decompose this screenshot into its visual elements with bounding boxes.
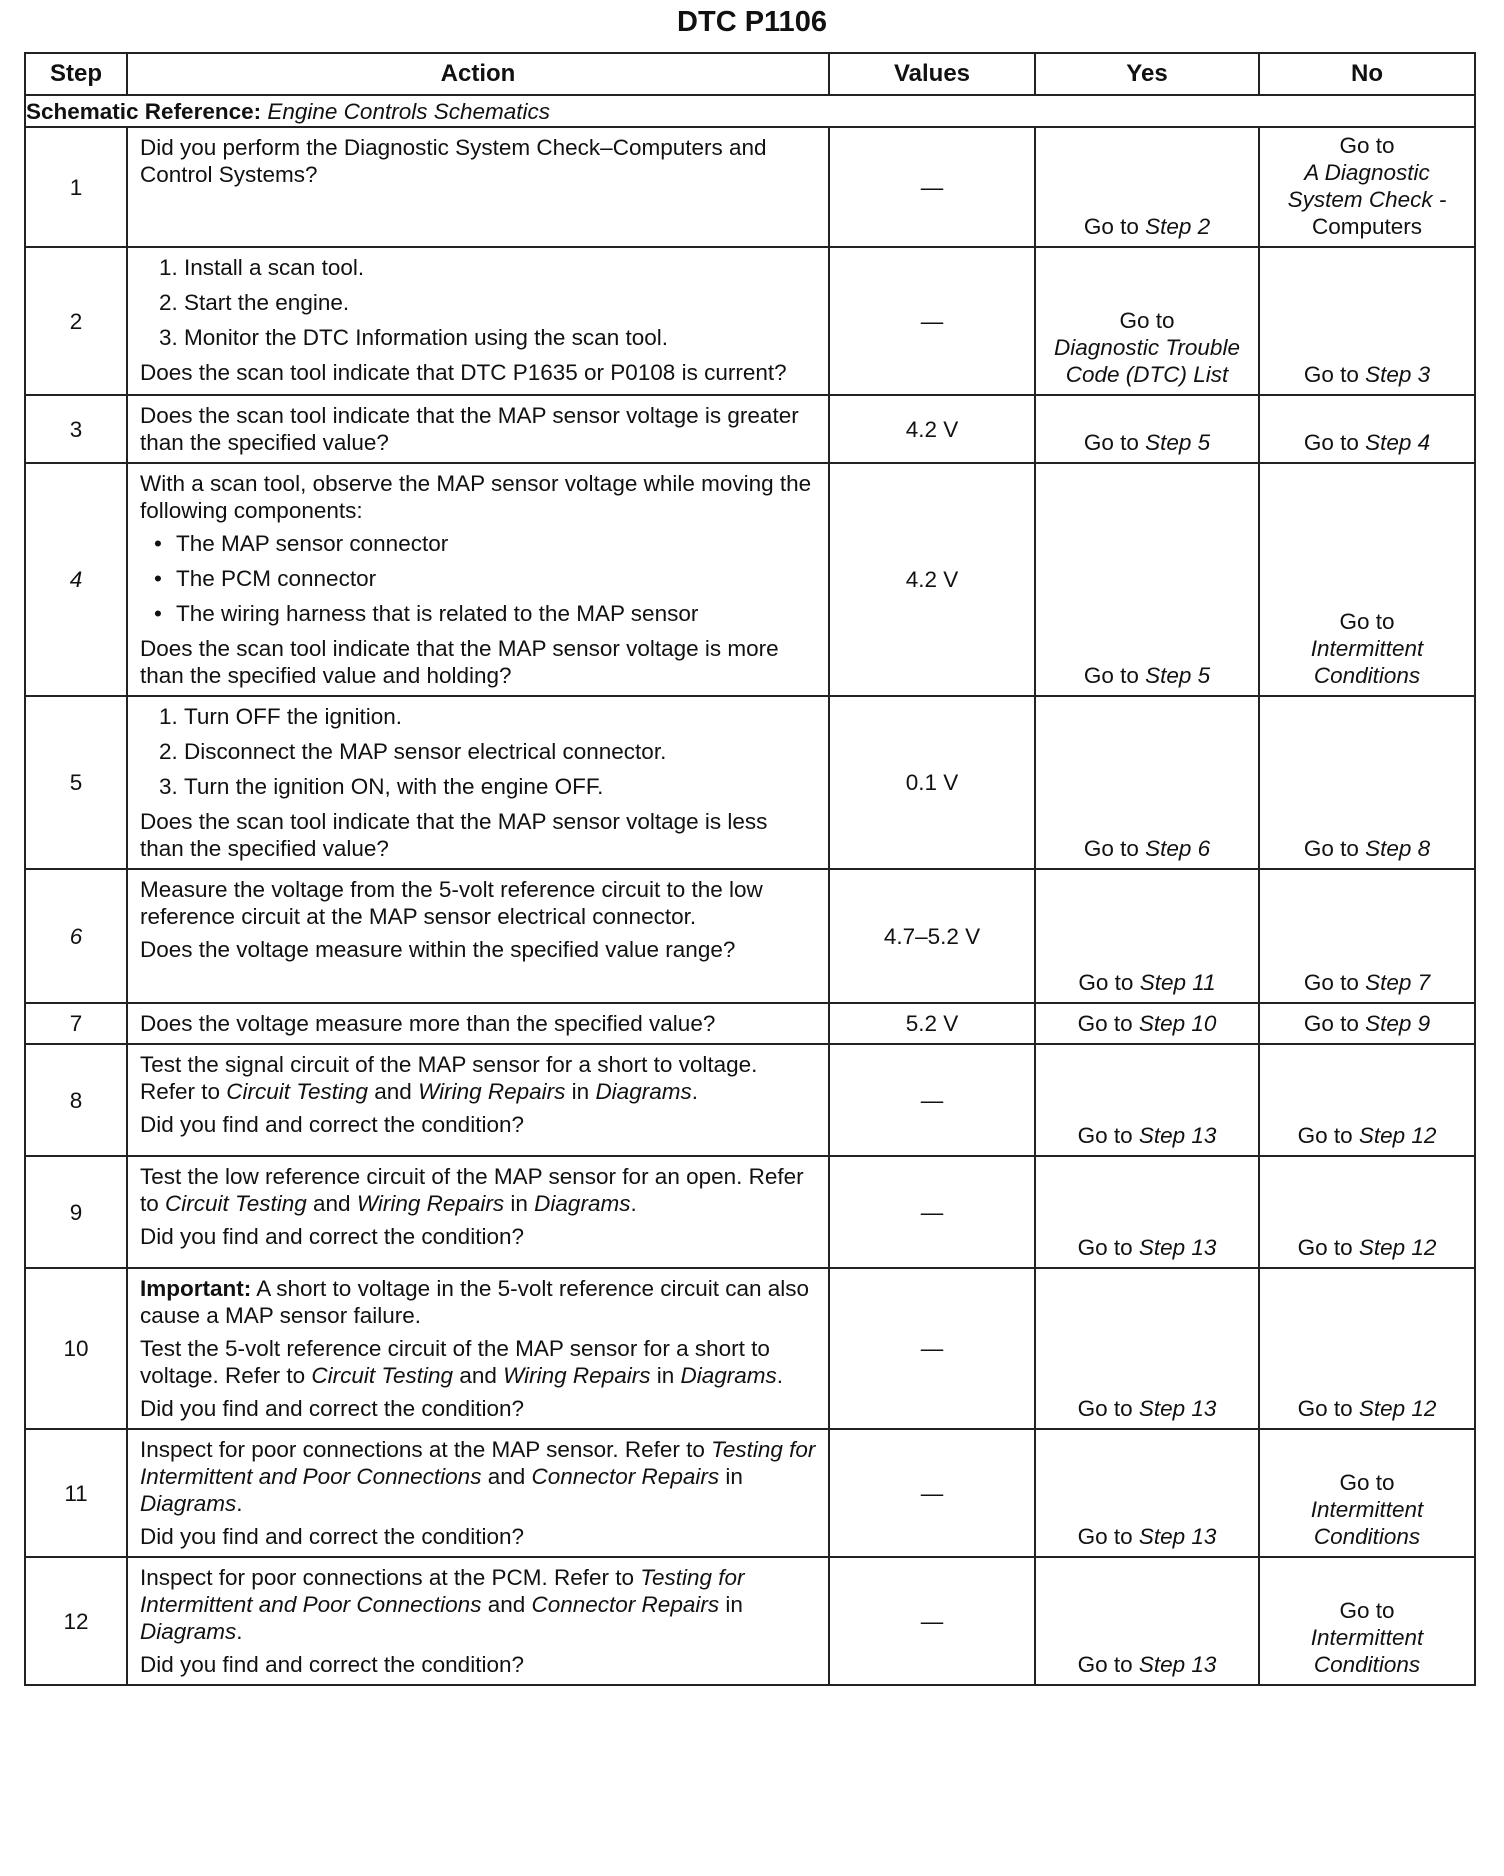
- action-cell: [127, 247, 829, 395]
- step-number: 1: [25, 127, 127, 247]
- value-cell: 5.2 V: [829, 1003, 1035, 1044]
- cell-no: [1259, 395, 1475, 463]
- action-cell: [127, 1156, 829, 1268]
- action-step-item: 1. Turn OFF the ignition.: [184, 703, 816, 730]
- step-number: 8: [25, 1044, 127, 1156]
- cell-no: [1259, 1003, 1475, 1044]
- ref-text: and: [453, 1363, 504, 1388]
- action-text: Did you find and correct the condition?: [140, 1112, 524, 1137]
- ref-text: .: [776, 1363, 784, 1388]
- no-target: Step 3: [1365, 362, 1431, 387]
- goto-text: Go to: [1083, 214, 1139, 239]
- ref-text: Inspect for poor connections at the MAP sensor. Refer to: [140, 1437, 712, 1462]
- no-target: Intermittent Conditions: [1310, 1497, 1424, 1549]
- component-item: • The wiring harness that is related to the MAP sensor: [176, 600, 816, 627]
- goto-text: Go to: [1083, 430, 1139, 455]
- cell-yes: [1035, 1003, 1259, 1044]
- yes-target: Step 11: [1139, 970, 1216, 995]
- value-cell: —: [829, 1429, 1035, 1557]
- action-cell: [127, 696, 829, 869]
- step-number: 6: [25, 869, 127, 1003]
- ref-link: Diagrams: [534, 1191, 631, 1216]
- value-cell: 4.7–5.2 V: [829, 869, 1035, 1003]
- value-cell: 4.2 V: [829, 395, 1035, 463]
- goto-text: Go to: [1303, 362, 1359, 387]
- ref-link: Wiring Repairs: [356, 1191, 505, 1216]
- header-action: Action: [127, 53, 829, 95]
- goto-text: Go to: [1339, 133, 1395, 158]
- header-no: No: [1259, 53, 1475, 95]
- step-number: 3: [25, 395, 127, 463]
- reference-text: [140, 1564, 816, 1645]
- no-answer: [1266, 361, 1468, 388]
- cell-yes: [1035, 463, 1259, 696]
- cell-yes: [1035, 1557, 1259, 1685]
- step-row: [25, 463, 1475, 696]
- ref-link: Diagrams: [680, 1363, 777, 1388]
- yes-answer: [1042, 1010, 1252, 1037]
- ref-link: Diagrams: [140, 1491, 237, 1516]
- schematic-label: Schematic Reference:: [26, 98, 262, 124]
- cell-yes: [1035, 1429, 1259, 1557]
- ref-link: Diagrams: [595, 1079, 692, 1104]
- step-row: [25, 869, 1475, 1003]
- action-text: Does the scan tool indicate that the MAP sensor voltage is more than the specified value and holding?: [140, 636, 779, 688]
- action-text: Does the scan tool indicate that the MAP sensor voltage is less than the specified value?: [140, 809, 768, 861]
- no-answer: [1266, 1010, 1468, 1037]
- goto-text: Go to: [1303, 1011, 1359, 1036]
- schematic-reference: [25, 95, 1475, 127]
- no-target: Step 9: [1365, 1011, 1431, 1036]
- ref-text: in: [565, 1079, 596, 1104]
- yes-target: Step 13: [1138, 1524, 1217, 1549]
- ref-link: Testing for Intermittent and Poor Connections: [140, 1437, 816, 1489]
- no-target-sub: Computers: [1311, 214, 1423, 239]
- cell-yes: [1035, 395, 1259, 463]
- cell-yes: [1035, 1268, 1259, 1429]
- ref-text: .: [630, 1191, 637, 1216]
- cell-yes: [1035, 1044, 1259, 1156]
- action-cell: [127, 1044, 829, 1156]
- yes-answer: [1042, 429, 1252, 456]
- ref-text: .: [236, 1491, 243, 1516]
- yes-answer: [1042, 1395, 1252, 1422]
- cell-no: [1259, 869, 1475, 1003]
- no-target: Intermittent Conditions: [1310, 636, 1424, 688]
- goto-text: Go to: [1077, 1235, 1133, 1260]
- goto-text: Go to: [1297, 1123, 1353, 1148]
- ref-text: in: [650, 1363, 681, 1388]
- action-step-item: 3. Turn the ignition ON, with the engine OFF.: [184, 773, 816, 800]
- action-cell: [127, 1003, 829, 1044]
- yes-target: Diagnostic Trouble Code (DTC) List: [1054, 335, 1240, 387]
- yes-target: Step 6: [1145, 836, 1211, 861]
- ref-link: Circuit Testing: [226, 1079, 369, 1104]
- ref-text: .: [691, 1079, 698, 1104]
- component-item: • The MAP sensor connector: [176, 530, 816, 557]
- step-number: 11: [25, 1429, 127, 1557]
- page-title: DTC P1106: [677, 6, 827, 38]
- ref-link: Diagrams: [140, 1619, 237, 1644]
- action-steps: [140, 703, 816, 800]
- action-text: Does the scan tool indicate that DTC P1635 or P0108 is current?: [140, 360, 787, 385]
- yes-target: Step 13: [1138, 1235, 1217, 1260]
- value-cell: —: [829, 247, 1035, 395]
- ref-text: Inspect for poor connections at the PCM. Refer to: [140, 1565, 641, 1590]
- goto-text: Go to: [1083, 663, 1139, 688]
- goto-text: Go to: [1077, 1396, 1133, 1421]
- ref-link: Connector Repairs: [531, 1592, 720, 1617]
- goto-text: Go to: [1303, 970, 1359, 995]
- ref-text: Test the signal circuit of the MAP sensor for a short to voltage. Refer to: [140, 1052, 758, 1104]
- ref-text: in: [719, 1592, 743, 1617]
- no-target: Step 4: [1365, 430, 1431, 455]
- goto-text: Go to: [1077, 1652, 1133, 1677]
- goto-text: Go to: [1077, 1123, 1133, 1148]
- header-step: Step: [25, 53, 127, 95]
- no-target: Step 12: [1358, 1235, 1437, 1260]
- yes-target: Step 13: [1138, 1123, 1217, 1148]
- ref-text: Test the low reference circuit of the MAP sensor for an open. Refer to: [140, 1164, 804, 1216]
- action-text: Does the voltage measure within the specified value range?: [140, 937, 736, 962]
- step-row: [25, 395, 1475, 463]
- action-cell: [127, 1429, 829, 1557]
- ref-link: Circuit Testing: [311, 1363, 454, 1388]
- cell-yes: [1035, 1156, 1259, 1268]
- yes-target: Step 13: [1138, 1396, 1217, 1421]
- action-intro: With a scan tool, observe the MAP sensor voltage while moving the following components:: [140, 471, 812, 523]
- action-text: Did you find and correct the condition?: [140, 1224, 524, 1249]
- yes-answer: [1042, 835, 1252, 862]
- yes-target: Step 10: [1138, 1011, 1217, 1036]
- step-number: 9: [25, 1156, 127, 1268]
- action-step-item: 2. Start the engine.: [184, 289, 816, 316]
- step-number: 4: [25, 463, 127, 696]
- goto-text: Go to: [1297, 1235, 1353, 1260]
- reference-text: [140, 1335, 816, 1389]
- yes-target: Step 5: [1145, 430, 1211, 455]
- step-number: 10: [25, 1268, 127, 1429]
- cell-yes: [1035, 696, 1259, 869]
- cell-yes: [1035, 247, 1259, 395]
- action-cell: [127, 127, 829, 247]
- step-row: [25, 247, 1475, 395]
- goto-text: Go to: [1077, 1011, 1133, 1036]
- step-number: 2: [25, 247, 127, 395]
- value-cell: —: [829, 1557, 1035, 1685]
- goto-text: Go to: [1078, 970, 1134, 995]
- action-cell: [127, 1557, 829, 1685]
- ref-link: Testing for Intermittent and Poor Connections: [140, 1565, 745, 1617]
- action-text: Measure the voltage from the 5-volt reference circuit to the low reference circuit at the MAP sensor electrical connector.: [140, 877, 763, 929]
- schematic-row: [25, 95, 1475, 127]
- yes-target: Step 2: [1145, 214, 1211, 239]
- no-target: Step 12: [1358, 1396, 1437, 1421]
- cell-no: [1259, 1044, 1475, 1156]
- action-text: Does the voltage measure more than the specified value?: [140, 1011, 716, 1036]
- step-row: [25, 127, 1475, 247]
- ref-text: and: [481, 1592, 532, 1617]
- no-target: Step 12: [1358, 1123, 1437, 1148]
- cell-no: [1259, 127, 1475, 247]
- no-answer: [1266, 1122, 1468, 1149]
- action-text: Did you find and correct the condition?: [140, 1524, 524, 1549]
- action-cell: [127, 869, 829, 1003]
- cell-yes: [1035, 869, 1259, 1003]
- reference-text: [140, 1051, 816, 1105]
- value-cell: 4.2 V: [829, 463, 1035, 696]
- yes-target: Step 5: [1145, 663, 1211, 688]
- no-target: Intermittent Conditions: [1310, 1625, 1424, 1677]
- cell-no: [1259, 247, 1475, 395]
- no-answer: [1266, 969, 1468, 996]
- reference-text: [140, 1163, 816, 1217]
- no-target: Step 8: [1365, 836, 1431, 861]
- no-target: A Diagnostic System Check -: [1287, 160, 1447, 212]
- cell-no: [1259, 696, 1475, 869]
- step-row: [25, 1429, 1475, 1557]
- value-cell: 0.1 V: [829, 696, 1035, 869]
- cell-no: [1259, 1557, 1475, 1685]
- no-target: Step 7: [1365, 970, 1431, 995]
- step-row: [25, 1156, 1475, 1268]
- no-answer: [1266, 835, 1468, 862]
- schematic-value: Engine Controls Schematics: [267, 98, 551, 124]
- ref-text: Test the 5-volt reference circuit of the MAP sensor for a short to voltage. Refer to: [140, 1336, 770, 1388]
- step-number: 5: [25, 696, 127, 869]
- goto-text: Go to: [1083, 836, 1139, 861]
- step-number: 12: [25, 1557, 127, 1685]
- cell-no: [1259, 1268, 1475, 1429]
- action-text: Did you find and correct the condition?: [140, 1396, 524, 1421]
- ref-text: and: [306, 1191, 357, 1216]
- ref-link: Circuit Testing: [165, 1191, 307, 1216]
- ref-link: Wiring Repairs: [418, 1079, 566, 1104]
- goto-text: Go to: [1077, 1524, 1133, 1549]
- action-cell: [127, 1268, 829, 1429]
- yes-answer: [1042, 1651, 1252, 1678]
- yes-answer: [1042, 969, 1252, 996]
- component-list: [140, 530, 816, 627]
- important-label: Important:: [140, 1276, 252, 1301]
- step-row: [25, 1003, 1475, 1044]
- yes-answer: [1042, 1234, 1252, 1261]
- goto-text: Go to: [1303, 430, 1359, 455]
- component-item: • The PCM connector: [176, 565, 816, 592]
- step-number: 7: [25, 1003, 127, 1044]
- header-row: [25, 53, 1475, 95]
- yes-answer: [1042, 213, 1252, 240]
- step-row: [25, 1268, 1475, 1429]
- important-note: [140, 1275, 816, 1329]
- ref-link: Connector Repairs: [531, 1464, 720, 1489]
- no-answer: [1266, 1234, 1468, 1261]
- ref-text: and: [368, 1079, 419, 1104]
- no-answer: [1266, 429, 1468, 456]
- header-values: Values: [829, 53, 1035, 95]
- action-cell: [127, 395, 829, 463]
- action-step-item: 3. Monitor the DTC Information using the scan tool.: [184, 324, 816, 351]
- goto-text: Go to: [1303, 836, 1359, 861]
- step-row: [25, 1044, 1475, 1156]
- action-cell: [127, 463, 829, 696]
- ref-text: and: [481, 1464, 532, 1489]
- cell-no: [1259, 463, 1475, 696]
- action-text: Does the scan tool indicate that the MAP sensor voltage is greater than the specified value?: [140, 403, 799, 455]
- value-cell: —: [829, 1268, 1035, 1429]
- action-text: Did you perform the Diagnostic System Check–Computers and Control Systems?: [140, 135, 767, 187]
- cell-no: [1259, 1156, 1475, 1268]
- yes-answer: [1042, 1523, 1252, 1550]
- goto-text: Go to: [1119, 308, 1175, 333]
- dtc-table: [24, 52, 1476, 1686]
- action-step-item: 2. Disconnect the MAP sensor electrical connector.: [184, 738, 816, 765]
- ref-text: in: [504, 1191, 535, 1216]
- action-text: Did you find and correct the condition?: [140, 1652, 524, 1677]
- yes-target: Step 13: [1138, 1652, 1217, 1677]
- value-cell: —: [829, 1044, 1035, 1156]
- reference-text: [140, 1436, 816, 1517]
- ref-text: .: [236, 1619, 243, 1644]
- goto-text: Go to: [1339, 1598, 1395, 1623]
- step-row: [25, 696, 1475, 869]
- no-answer: [1266, 1395, 1468, 1422]
- header-yes: Yes: [1035, 53, 1259, 95]
- action-steps: [140, 254, 816, 351]
- action-step-item: 1. Install a scan tool.: [184, 254, 816, 281]
- goto-text: Go to: [1297, 1396, 1353, 1421]
- step-row: [25, 1557, 1475, 1685]
- goto-text: Go to: [1339, 609, 1395, 634]
- yes-answer: [1042, 1122, 1252, 1149]
- cell-no: [1259, 1429, 1475, 1557]
- value-cell: —: [829, 127, 1035, 247]
- yes-answer: [1042, 662, 1252, 689]
- important-text: A short to voltage in the 5-volt reference circuit can also cause a MAP sensor failure.: [140, 1276, 810, 1328]
- ref-link: Wiring Repairs: [503, 1363, 651, 1388]
- ref-text: in: [719, 1464, 743, 1489]
- goto-text: Go to: [1339, 1470, 1395, 1495]
- value-cell: —: [829, 1156, 1035, 1268]
- cell-yes: [1035, 127, 1259, 247]
